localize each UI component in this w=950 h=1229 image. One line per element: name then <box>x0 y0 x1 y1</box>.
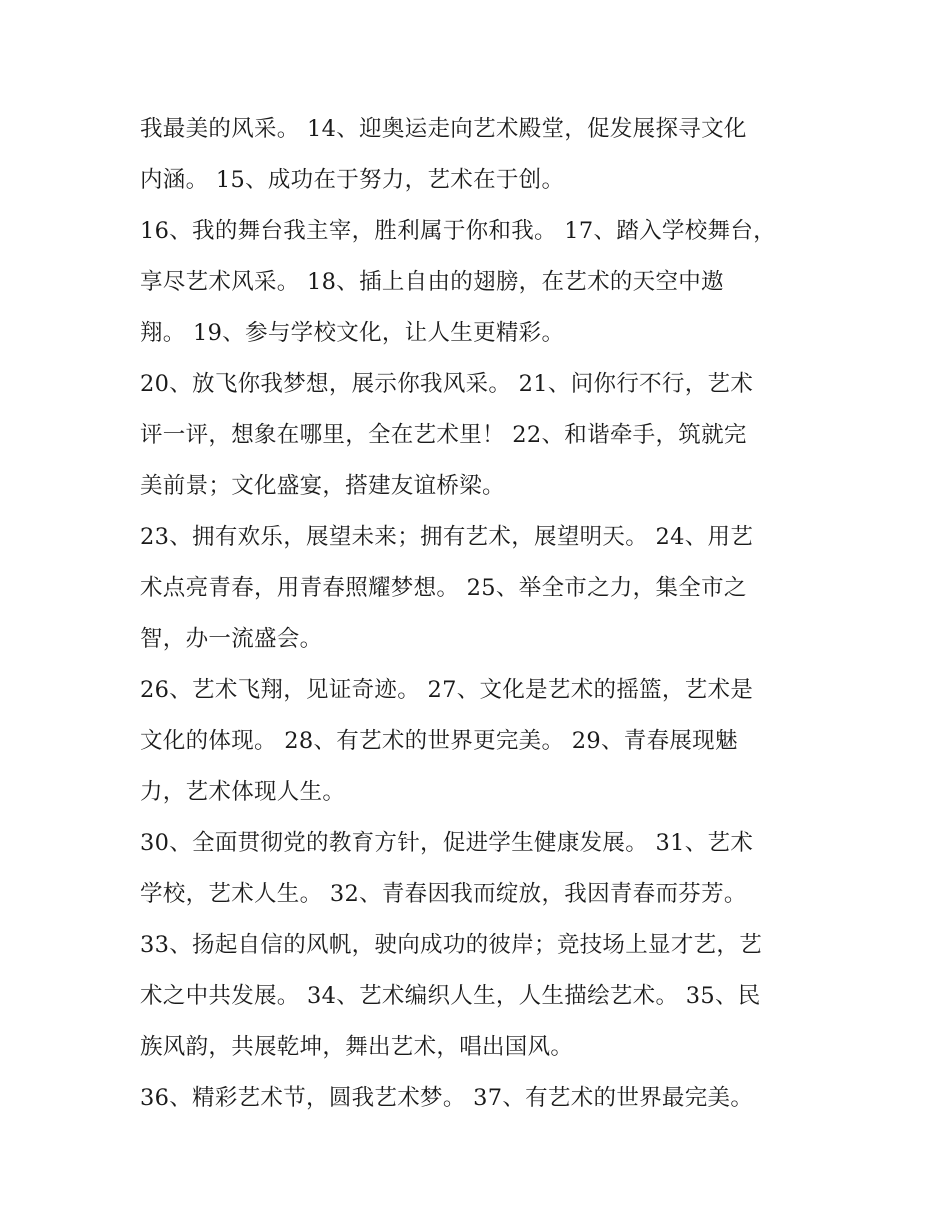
text-line: 30、全面贯彻党的教育方针，促进学生健康发展。 31、艺术 <box>140 830 754 856</box>
text-line: 学校，艺术人生。 32、青春因我而绽放，我因青春而芬芳。 <box>140 881 747 907</box>
text-line: 26、艺术飞翔，见证奇迹。 27、文化是艺术的摇篮，艺术是 <box>140 677 754 703</box>
text-line: 16、我的舞台我主宰，胜利属于你和我。 17、踏入学校舞台， <box>140 218 776 244</box>
text-line: 术之中共发展。 34、艺术编织人生，人生描绘艺术。 35、民 <box>140 983 761 1009</box>
text-line: 23、拥有欢乐，展望未来；拥有艺术，展望明天。 24、用艺 <box>140 524 754 550</box>
text-line: 20、放飞你我梦想，展示你我风采。 21、问你行不行，艺术 <box>140 371 754 397</box>
text-line: 文化的体现。 28、有艺术的世界更完美。 29、青春展现魅 <box>140 728 738 754</box>
text-line: 评一评，想象在哪里，全在艺术里！ 22、和谐牵手，筑就完 <box>140 422 747 448</box>
text-line: 翔。 19、参与学校文化，让人生更精彩。 <box>140 320 565 346</box>
text-line: 享尽艺术风采。 18、插上自由的翅膀，在艺术的天空中遨 <box>140 269 724 295</box>
text-line: 36、精彩艺术节，圆我艺术梦。 37、有艺术的世界最完美。 <box>140 1085 754 1111</box>
text-line: 内涵。 15、成功在于努力，艺术在于创。 <box>140 167 565 193</box>
text-line: 美前景；文化盛宴，搭建友谊桥梁。 <box>140 473 505 499</box>
text-line: 我最美的风采。 14、迎奥运走向艺术殿堂，促发展探寻文化 <box>140 116 747 142</box>
text-line: 族风韵，共展乾坤，舞出艺术，唱出国风。 <box>140 1034 574 1060</box>
text-line: 术点亮青春，用青春照耀梦想。 25、举全市之力，集全市之 <box>140 575 747 601</box>
text-line: 智，办一流盛会。 <box>140 626 323 652</box>
text-line: 33、扬起自信的风帆，驶向成功的彼岸；竞技场上显才艺，艺 <box>140 932 763 958</box>
text-line: 力，艺术体现人生。 <box>140 779 346 805</box>
text-body <box>140 104 820 1124</box>
